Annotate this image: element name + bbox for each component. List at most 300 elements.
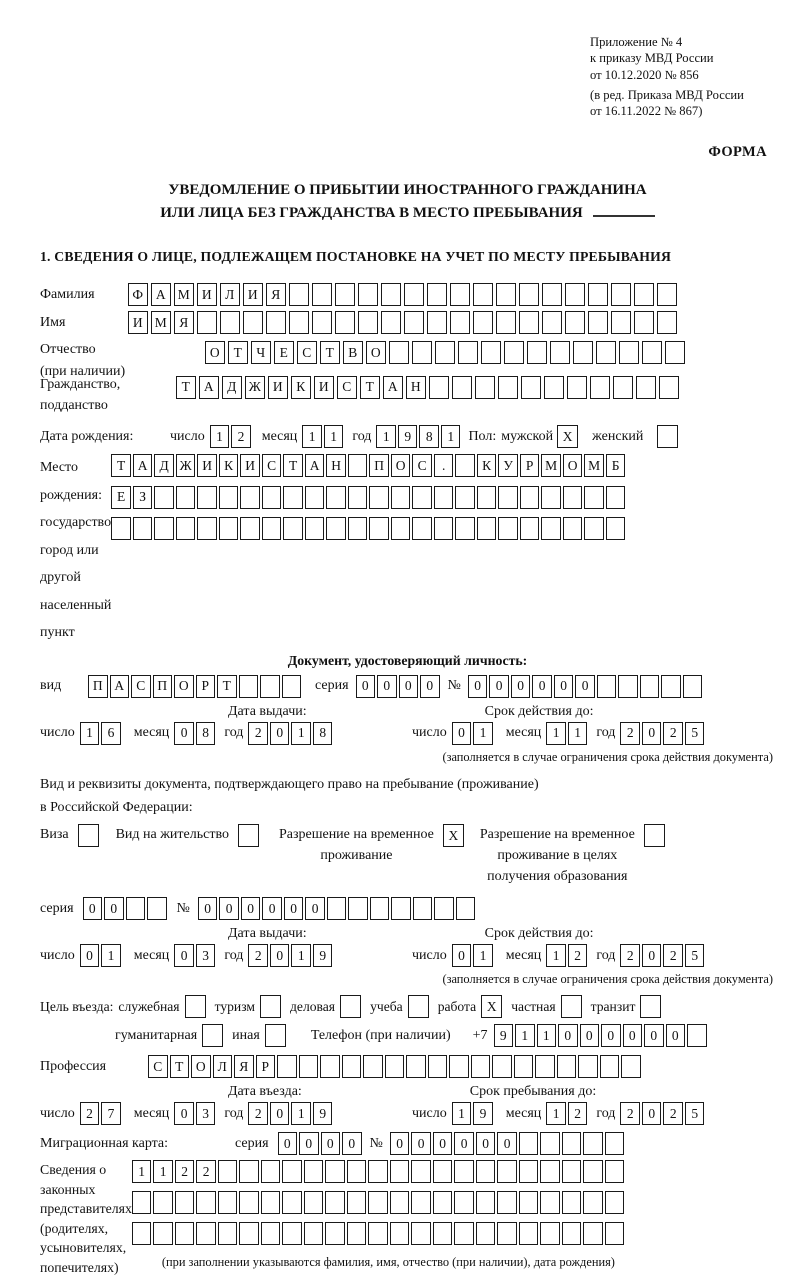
char-cell[interactable]: А (133, 454, 153, 477)
char-cell[interactable] (404, 283, 424, 306)
char-cell[interactable]: 0 (399, 675, 419, 698)
char-cell[interactable] (433, 1160, 453, 1183)
char-cell[interactable] (476, 1160, 496, 1183)
char-cell[interactable]: А (151, 283, 171, 306)
char-cell[interactable]: К (477, 454, 497, 477)
char-cell[interactable]: 3 (196, 1102, 216, 1125)
char-cell[interactable] (504, 341, 524, 364)
char-cell[interactable] (521, 376, 541, 399)
char-cell[interactable]: 0 (174, 944, 194, 967)
char-cell[interactable]: С (337, 376, 357, 399)
char-cell[interactable]: 0 (83, 897, 103, 920)
char-cell[interactable] (498, 376, 518, 399)
char-cell[interactable] (348, 517, 368, 540)
char-cell[interactable] (147, 897, 167, 920)
char-cell[interactable] (369, 486, 389, 509)
char-cell[interactable] (335, 283, 355, 306)
char-cell[interactable]: 1 (80, 722, 100, 745)
char-cell[interactable] (450, 311, 470, 334)
char-cell[interactable] (498, 486, 518, 509)
char-cell[interactable]: 1 (153, 1160, 173, 1183)
char-cell[interactable] (266, 311, 286, 334)
char-cell[interactable] (605, 1191, 625, 1214)
char-cell[interactable] (282, 675, 302, 698)
char-cell[interactable] (358, 283, 378, 306)
char-cell[interactable]: Т (217, 675, 237, 698)
char-cell[interactable] (578, 1055, 598, 1078)
char-cell[interactable]: 0 (511, 675, 531, 698)
char-cell[interactable] (450, 283, 470, 306)
char-cell[interactable] (406, 1055, 426, 1078)
purpose-other-checkbox[interactable] (265, 1024, 286, 1047)
char-cell[interactable]: 5 (685, 944, 705, 967)
char-cell[interactable]: Я (234, 1055, 254, 1078)
char-cell[interactable]: 1 (101, 944, 121, 967)
char-cell[interactable]: 1 (441, 425, 461, 448)
char-cell[interactable] (381, 283, 401, 306)
char-cell[interactable]: 1 (537, 1024, 557, 1047)
char-cell[interactable]: 1 (291, 722, 311, 745)
char-cell[interactable]: 0 (489, 675, 509, 698)
char-cell[interactable] (588, 283, 608, 306)
char-cell[interactable]: Т (176, 376, 196, 399)
visa-checkbox[interactable] (78, 824, 99, 847)
char-cell[interactable]: 2 (663, 944, 683, 967)
char-cell[interactable]: 1 (473, 722, 493, 745)
char-cell[interactable]: С (262, 454, 282, 477)
purpose-private-checkbox[interactable] (561, 995, 582, 1018)
char-cell[interactable] (634, 311, 654, 334)
char-cell[interactable]: 0 (601, 1024, 621, 1047)
char-cell[interactable] (477, 486, 497, 509)
char-cell[interactable] (597, 675, 617, 698)
char-cell[interactable] (218, 1222, 238, 1245)
char-cell[interactable]: 2 (248, 1102, 268, 1125)
char-cell[interactable]: И (128, 311, 148, 334)
char-cell[interactable] (153, 1191, 173, 1214)
char-cell[interactable]: Ж (245, 376, 265, 399)
char-cell[interactable]: Р (196, 675, 216, 698)
char-cell[interactable] (565, 283, 585, 306)
char-cell[interactable]: Е (274, 341, 294, 364)
char-cell[interactable] (567, 376, 587, 399)
char-cell[interactable] (304, 1160, 324, 1183)
char-cell[interactable]: 0 (666, 1024, 686, 1047)
char-cell[interactable]: К (291, 376, 311, 399)
char-cell[interactable] (584, 517, 604, 540)
char-cell[interactable] (634, 283, 654, 306)
char-cell[interactable] (527, 341, 547, 364)
char-cell[interactable]: 2 (568, 944, 588, 967)
char-cell[interactable]: Т (170, 1055, 190, 1078)
char-cell[interactable]: 5 (685, 722, 705, 745)
char-cell[interactable] (335, 311, 355, 334)
char-cell[interactable] (348, 454, 368, 477)
char-cell[interactable]: 2 (663, 722, 683, 745)
char-cell[interactable] (304, 1191, 324, 1214)
char-cell[interactable]: Д (154, 454, 174, 477)
char-cell[interactable] (126, 897, 146, 920)
char-cell[interactable]: 0 (390, 1132, 410, 1155)
char-cell[interactable] (391, 486, 411, 509)
char-cell[interactable] (389, 341, 409, 364)
char-cell[interactable] (665, 341, 685, 364)
char-cell[interactable] (385, 1055, 405, 1078)
char-cell[interactable]: А (305, 454, 325, 477)
char-cell[interactable] (519, 283, 539, 306)
char-cell[interactable]: 0 (642, 722, 662, 745)
char-cell[interactable] (428, 1055, 448, 1078)
char-cell[interactable] (133, 517, 153, 540)
char-cell[interactable] (390, 1222, 410, 1245)
char-cell[interactable]: 2 (248, 944, 268, 967)
char-cell[interactable] (390, 1160, 410, 1183)
char-cell[interactable] (636, 376, 656, 399)
char-cell[interactable]: Т (283, 454, 303, 477)
char-cell[interactable]: А (199, 376, 219, 399)
char-cell[interactable]: Т (228, 341, 248, 364)
char-cell[interactable] (434, 897, 454, 920)
char-cell[interactable] (455, 486, 475, 509)
char-cell[interactable]: 0 (270, 722, 290, 745)
char-cell[interactable]: 2 (175, 1160, 195, 1183)
char-cell[interactable] (618, 675, 638, 698)
char-cell[interactable]: 0 (219, 897, 239, 920)
char-cell[interactable] (153, 1222, 173, 1245)
char-cell[interactable] (283, 486, 303, 509)
char-cell[interactable] (304, 1222, 324, 1245)
char-cell[interactable] (429, 376, 449, 399)
char-cell[interactable] (411, 1191, 431, 1214)
char-cell[interactable] (368, 1191, 388, 1214)
char-cell[interactable] (154, 486, 174, 509)
char-cell[interactable]: С (412, 454, 432, 477)
char-cell[interactable]: 0 (452, 944, 472, 967)
char-cell[interactable]: Ф (128, 283, 148, 306)
char-cell[interactable] (519, 1160, 539, 1183)
char-cell[interactable]: 0 (558, 1024, 578, 1047)
char-cell[interactable] (289, 311, 309, 334)
char-cell[interactable] (550, 341, 570, 364)
char-cell[interactable] (283, 517, 303, 540)
char-cell[interactable]: 0 (321, 1132, 341, 1155)
char-cell[interactable]: О (563, 454, 583, 477)
char-cell[interactable]: 0 (284, 897, 304, 920)
char-cell[interactable]: О (191, 1055, 211, 1078)
char-cell[interactable] (520, 517, 540, 540)
char-cell[interactable]: К (219, 454, 239, 477)
char-cell[interactable] (390, 1191, 410, 1214)
char-cell[interactable]: 1 (546, 1102, 566, 1125)
char-cell[interactable]: 3 (196, 944, 216, 967)
char-cell[interactable]: П (153, 675, 173, 698)
char-cell[interactable]: Н (406, 376, 426, 399)
char-cell[interactable] (611, 311, 631, 334)
char-cell[interactable]: 1 (568, 722, 588, 745)
char-cell[interactable] (583, 1132, 603, 1155)
char-cell[interactable]: Я (266, 283, 286, 306)
char-cell[interactable] (588, 311, 608, 334)
char-cell[interactable] (413, 897, 433, 920)
char-cell[interactable] (369, 517, 389, 540)
char-cell[interactable]: 2 (248, 722, 268, 745)
char-cell[interactable] (154, 517, 174, 540)
char-cell[interactable] (473, 283, 493, 306)
char-cell[interactable]: В (343, 341, 363, 364)
char-cell[interactable]: П (88, 675, 108, 698)
char-cell[interactable] (132, 1191, 152, 1214)
char-cell[interactable]: 2 (80, 1102, 100, 1125)
temp-residence-checkbox[interactable]: X (443, 824, 464, 847)
char-cell[interactable] (412, 486, 432, 509)
char-cell[interactable] (368, 1222, 388, 1245)
char-cell[interactable] (452, 376, 472, 399)
char-cell[interactable]: Л (220, 283, 240, 306)
char-cell[interactable] (562, 1222, 582, 1245)
char-cell[interactable] (454, 1222, 474, 1245)
char-cell[interactable]: 0 (642, 1102, 662, 1125)
char-cell[interactable] (240, 486, 260, 509)
char-cell[interactable] (557, 1055, 577, 1078)
sex-female-checkbox[interactable] (657, 425, 678, 448)
char-cell[interactable] (565, 311, 585, 334)
char-cell[interactable] (197, 486, 217, 509)
char-cell[interactable] (535, 1055, 555, 1078)
char-cell[interactable] (277, 1055, 297, 1078)
char-cell[interactable]: 1 (515, 1024, 535, 1047)
char-cell[interactable] (481, 341, 501, 364)
char-cell[interactable]: З (133, 486, 153, 509)
char-cell[interactable] (197, 517, 217, 540)
char-cell[interactable] (218, 1191, 238, 1214)
char-cell[interactable] (261, 1160, 281, 1183)
char-cell[interactable]: 1 (210, 425, 230, 448)
char-cell[interactable] (619, 341, 639, 364)
char-cell[interactable] (540, 1191, 560, 1214)
char-cell[interactable]: Л (213, 1055, 233, 1078)
char-cell[interactable] (606, 517, 626, 540)
char-cell[interactable]: 0 (468, 675, 488, 698)
char-cell[interactable]: 0 (532, 675, 552, 698)
char-cell[interactable]: 1 (452, 1102, 472, 1125)
char-cell[interactable]: М (584, 454, 604, 477)
char-cell[interactable] (455, 517, 475, 540)
char-cell[interactable]: 2 (663, 1102, 683, 1125)
char-cell[interactable] (563, 517, 583, 540)
char-cell[interactable] (175, 1191, 195, 1214)
char-cell[interactable] (347, 1160, 367, 1183)
char-cell[interactable] (562, 1191, 582, 1214)
char-cell[interactable] (240, 517, 260, 540)
char-cell[interactable] (381, 311, 401, 334)
char-cell[interactable] (262, 486, 282, 509)
char-cell[interactable]: 2 (620, 1102, 640, 1125)
char-cell[interactable]: 0 (411, 1132, 431, 1155)
char-cell[interactable] (411, 1222, 431, 1245)
temp-residence-education-checkbox[interactable] (644, 824, 665, 847)
char-cell[interactable]: 9 (494, 1024, 514, 1047)
char-cell[interactable]: О (366, 341, 386, 364)
char-cell[interactable] (289, 283, 309, 306)
char-cell[interactable]: И (268, 376, 288, 399)
char-cell[interactable] (326, 517, 346, 540)
char-cell[interactable] (197, 311, 217, 334)
char-cell[interactable] (262, 517, 282, 540)
char-cell[interactable] (325, 1160, 345, 1183)
char-cell[interactable] (496, 283, 516, 306)
char-cell[interactable] (454, 1191, 474, 1214)
char-cell[interactable] (496, 311, 516, 334)
char-cell[interactable]: . (434, 454, 454, 477)
char-cell[interactable] (640, 675, 660, 698)
char-cell[interactable]: 0 (420, 675, 440, 698)
char-cell[interactable]: 1 (324, 425, 344, 448)
char-cell[interactable]: 0 (433, 1132, 453, 1155)
char-cell[interactable]: 0 (262, 897, 282, 920)
char-cell[interactable]: 1 (291, 1102, 311, 1125)
char-cell[interactable]: А (383, 376, 403, 399)
char-cell[interactable] (583, 1160, 603, 1183)
char-cell[interactable] (348, 897, 368, 920)
char-cell[interactable] (132, 1222, 152, 1245)
char-cell[interactable] (220, 311, 240, 334)
char-cell[interactable] (475, 376, 495, 399)
char-cell[interactable]: 0 (497, 1132, 517, 1155)
char-cell[interactable]: 0 (80, 944, 100, 967)
char-cell[interactable] (541, 486, 561, 509)
char-cell[interactable]: Ч (251, 341, 271, 364)
char-cell[interactable]: С (148, 1055, 168, 1078)
char-cell[interactable]: 0 (642, 944, 662, 967)
char-cell[interactable]: 2 (620, 722, 640, 745)
char-cell[interactable] (363, 1055, 383, 1078)
char-cell[interactable]: 1 (132, 1160, 152, 1183)
char-cell[interactable]: 9 (398, 425, 418, 448)
char-cell[interactable] (514, 1055, 534, 1078)
char-cell[interactable] (605, 1160, 625, 1183)
char-cell[interactable] (541, 517, 561, 540)
char-cell[interactable] (540, 1222, 560, 1245)
char-cell[interactable]: 0 (270, 1102, 290, 1125)
char-cell[interactable]: 0 (356, 675, 376, 698)
char-cell[interactable] (111, 517, 131, 540)
char-cell[interactable] (687, 1024, 707, 1047)
char-cell[interactable] (657, 283, 677, 306)
char-cell[interactable] (239, 1222, 259, 1245)
char-cell[interactable]: И (197, 454, 217, 477)
char-cell[interactable]: И (240, 454, 260, 477)
char-cell[interactable] (435, 341, 455, 364)
char-cell[interactable]: 2 (620, 944, 640, 967)
char-cell[interactable]: 1 (473, 944, 493, 967)
char-cell[interactable] (282, 1191, 302, 1214)
char-cell[interactable] (605, 1222, 625, 1245)
char-cell[interactable]: М (541, 454, 561, 477)
char-cell[interactable] (412, 517, 432, 540)
char-cell[interactable]: П (369, 454, 389, 477)
char-cell[interactable]: А (110, 675, 130, 698)
char-cell[interactable] (661, 675, 681, 698)
char-cell[interactable]: Ж (176, 454, 196, 477)
char-cell[interactable] (370, 897, 390, 920)
purpose-business-checkbox[interactable] (340, 995, 361, 1018)
char-cell[interactable]: Т (320, 341, 340, 364)
char-cell[interactable]: 0 (377, 675, 397, 698)
char-cell[interactable] (642, 341, 662, 364)
char-cell[interactable] (498, 517, 518, 540)
char-cell[interactable] (458, 341, 478, 364)
char-cell[interactable] (606, 486, 626, 509)
char-cell[interactable] (312, 311, 332, 334)
char-cell[interactable]: 0 (644, 1024, 664, 1047)
char-cell[interactable] (540, 1160, 560, 1183)
char-cell[interactable] (433, 1191, 453, 1214)
char-cell[interactable]: 5 (685, 1102, 705, 1125)
char-cell[interactable]: 0 (305, 897, 325, 920)
char-cell[interactable]: Б (606, 454, 626, 477)
char-cell[interactable]: 1 (291, 944, 311, 967)
purpose-tourism-checkbox[interactable] (260, 995, 281, 1018)
char-cell[interactable] (683, 675, 703, 698)
char-cell[interactable] (282, 1160, 302, 1183)
char-cell[interactable] (659, 376, 679, 399)
char-cell[interactable]: 0 (241, 897, 261, 920)
char-cell[interactable] (449, 1055, 469, 1078)
char-cell[interactable]: С (297, 341, 317, 364)
char-cell[interactable]: 0 (278, 1132, 298, 1155)
char-cell[interactable] (325, 1222, 345, 1245)
char-cell[interactable]: 1 (546, 722, 566, 745)
char-cell[interactable] (476, 1222, 496, 1245)
char-cell[interactable]: 0 (270, 944, 290, 967)
char-cell[interactable]: 0 (580, 1024, 600, 1047)
char-cell[interactable]: Т (111, 454, 131, 477)
char-cell[interactable]: 8 (313, 722, 333, 745)
char-cell[interactable] (519, 1191, 539, 1214)
char-cell[interactable] (305, 486, 325, 509)
char-cell[interactable] (471, 1055, 491, 1078)
char-cell[interactable]: Р (520, 454, 540, 477)
char-cell[interactable]: 1 (376, 425, 396, 448)
char-cell[interactable]: 8 (419, 425, 439, 448)
char-cell[interactable] (611, 283, 631, 306)
char-cell[interactable] (239, 1160, 259, 1183)
char-cell[interactable] (243, 311, 263, 334)
char-cell[interactable]: 6 (101, 722, 121, 745)
char-cell[interactable] (590, 376, 610, 399)
char-cell[interactable] (454, 1160, 474, 1183)
char-cell[interactable]: 0 (174, 1102, 194, 1125)
char-cell[interactable] (348, 486, 368, 509)
char-cell[interactable]: 1 (302, 425, 322, 448)
char-cell[interactable]: М (174, 283, 194, 306)
char-cell[interactable] (584, 486, 604, 509)
char-cell[interactable] (391, 517, 411, 540)
char-cell[interactable] (412, 341, 432, 364)
char-cell[interactable] (476, 1191, 496, 1214)
char-cell[interactable] (175, 1222, 195, 1245)
char-cell[interactable]: И (314, 376, 334, 399)
char-cell[interactable] (176, 486, 196, 509)
char-cell[interactable] (391, 897, 411, 920)
char-cell[interactable] (433, 1222, 453, 1245)
char-cell[interactable] (520, 486, 540, 509)
char-cell[interactable]: М (151, 311, 171, 334)
char-cell[interactable]: 8 (196, 722, 216, 745)
char-cell[interactable]: 0 (342, 1132, 362, 1155)
char-cell[interactable]: 0 (198, 897, 218, 920)
char-cell[interactable] (282, 1222, 302, 1245)
